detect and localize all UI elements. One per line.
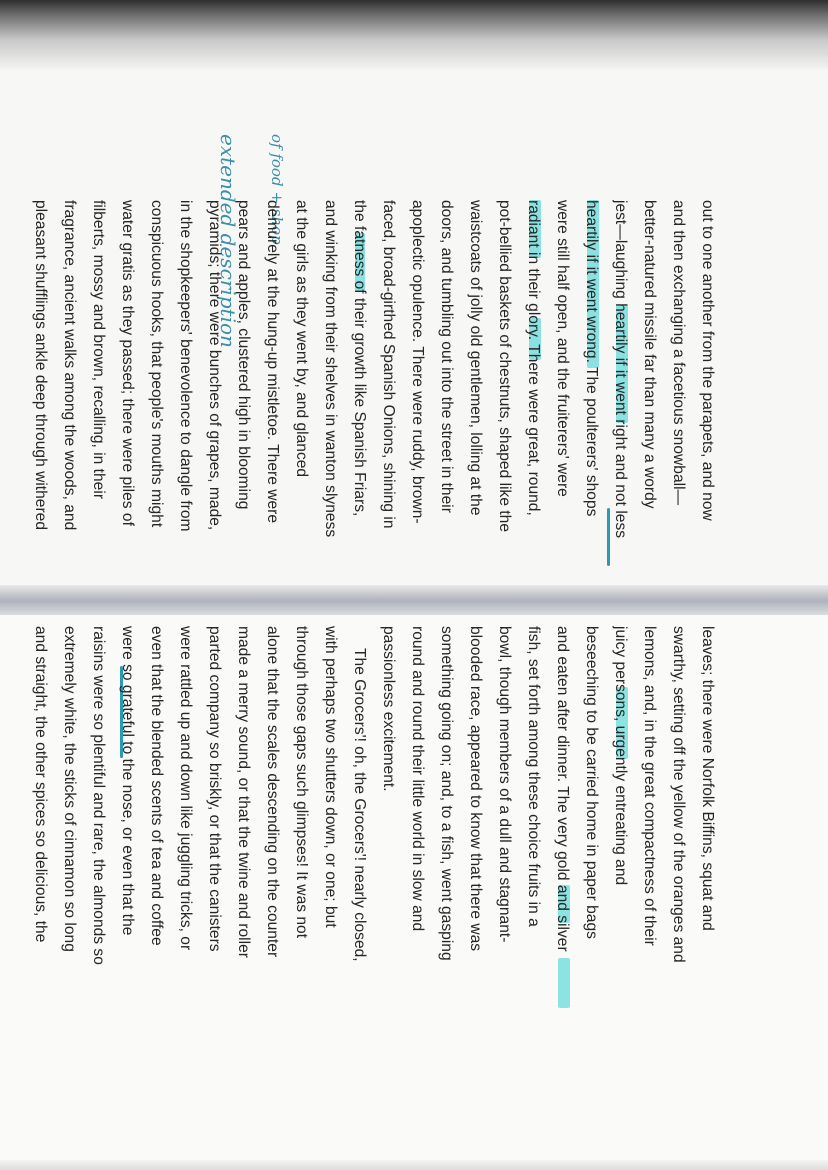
text-line: apoplectic opulence. There were ruddy, brown- xyxy=(409,200,426,524)
text-line: and then exchanging a facetious snowball— xyxy=(670,200,687,506)
text-line: were so grateful to the nose, or even that the xyxy=(119,626,136,936)
text-line: raisins were so plentiful and rare, the almonds so xyxy=(90,626,107,965)
note-line-1: extended description xyxy=(216,134,240,348)
text-line: water gratis as they passed; there were piles of xyxy=(119,200,136,526)
text-line: alone that the scales descending on the counter xyxy=(264,626,281,958)
text-line: something going on; and, to a fish, went gasping xyxy=(438,626,455,961)
text-line: round and round their little world in slow and xyxy=(409,626,426,932)
text-line: beseeching to be carried home in paper bags xyxy=(583,626,600,939)
text-line: in the shopkeepers' benevolence to dangle from xyxy=(177,200,194,532)
text-line: waistcoats of jolly old gentlemen, lolling at the xyxy=(467,200,484,516)
text-line: pot-bellied baskets of chestnuts, shaped like the xyxy=(496,200,513,533)
text-line: pleasant shufflings ankle deep through withered xyxy=(32,200,49,531)
text-line: were rattled up and down like juggling tricks, or xyxy=(177,626,194,951)
text-line: the fatness of their growth like Spanish Friars, xyxy=(351,200,368,517)
text-line: blooded race, appeared to know that there was xyxy=(467,626,484,952)
text-line: parted company so briskly, or that the canisters xyxy=(206,626,223,952)
text-line: heartily if it went wrong. The poulterers' shops xyxy=(583,200,600,517)
text-line: The Grocers'! oh, the Grocers'! nearly closed, xyxy=(351,648,368,962)
text-line: bowl, though members of a dull and stagnant- xyxy=(496,626,513,943)
text-line: demurely at the hung-up mistletoe. There were xyxy=(264,200,281,524)
note-line-2: of food + shop xyxy=(268,134,286,245)
text-line: were still half open, and the fruiterers' were xyxy=(554,200,571,497)
text-line: at the girls as they went by, and glanced xyxy=(293,200,310,478)
scan-shadow-top xyxy=(0,0,828,70)
text-line: fish, set forth among these choice fruits in a xyxy=(525,626,542,927)
text-line: through those gaps such glimpses! It was not xyxy=(293,626,310,939)
text-line: swarthy, setting off the yellow of the oranges and xyxy=(670,626,687,963)
text-line: radiant in their glory. There were great, round, xyxy=(525,200,542,516)
text-line: made a merry sound, or that the twine and roller xyxy=(235,626,252,958)
text-line: and winking from their shelves in wanton slyness xyxy=(322,200,339,538)
text-line: juicy persons, urgently entreating and xyxy=(612,626,629,886)
text-line: pears and apples, clustered high in blooming xyxy=(235,200,252,510)
text-line: and straight, the other spices so delicious, the xyxy=(32,626,49,943)
text-line: lemons, and, in the great compactness of their xyxy=(641,626,658,946)
scan-shadow-bottom xyxy=(0,1160,828,1170)
text-line: with perhaps two shutters down, or one; but xyxy=(322,626,339,928)
text-column-upper xyxy=(26,200,722,570)
text-line: extremely white, the sticks of cinnamon so long xyxy=(61,626,78,952)
text-line: pyramids; there were bunches of grapes, made, xyxy=(206,200,223,531)
text-line: even that the blended scents of tea and coffee xyxy=(148,626,165,946)
text-line: leaves; there were Norfolk Biffins, squat and xyxy=(699,626,716,931)
text-line: conspicuous hooks, that people's mouths might xyxy=(148,200,165,528)
text-line: out to one another from the parapets, and now xyxy=(699,200,716,521)
text-line: jest—laughing heartily if it went right and not less xyxy=(612,200,629,539)
text-line: better-natured missile far than many a wordy xyxy=(641,200,658,509)
text-line: doors, and tumbling out into the street in their xyxy=(438,200,455,513)
book-gutter xyxy=(0,585,828,615)
text-line: fragrance, ancient walks among the woods, and xyxy=(61,200,78,531)
text-line: passionless excitement. xyxy=(380,626,397,792)
text-line: filberts, mossy and brown, recalling, in their xyxy=(90,200,107,500)
text-line: and eaten after dinner. The very gold and silver xyxy=(554,626,571,952)
text-column-lower xyxy=(26,626,722,981)
text-line: faced, broad-girthed Spanish Onions, shining in xyxy=(380,200,397,529)
